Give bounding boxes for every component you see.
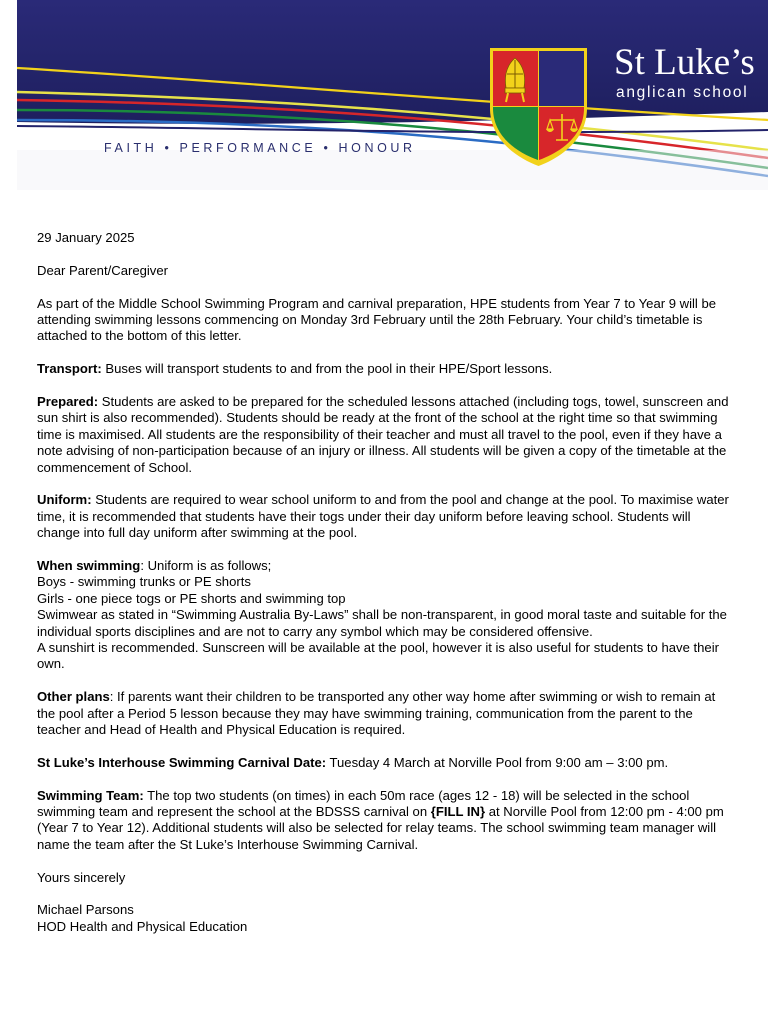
team-label: Swimming Team: [37,787,144,803]
swimwear-rule: Swimwear as stated in “Swimming Australia By-Laws” shall be non-transparent, in good moral taste and suitable for the individual sports disciplines and are not to carry any symbol which may be considered offensive. [37,607,727,639]
school-crest [490,48,587,166]
letterhead [17,0,768,190]
letter-body [37,230,737,952]
carnival-label: St Luke’s Interhouse Swimming Carnival Date: [37,754,327,770]
prepared-paragraph [37,394,737,476]
transport-text: Buses will transport students to and from the pool in their HPE/Sport lessons. [101,361,553,377]
signer-name: Michael Parsons [37,902,134,918]
team-text-1: The top two students (on times) in each 50m race (ages 12 - 18) will be selected in the school swimming team and represent the school at the BDSSS carnival on [37,787,690,820]
signature-block [37,902,737,935]
boys-uniform: Boys - swimming trunks or PE shorts [37,574,251,590]
uniform-paragraph [37,492,737,541]
other-plans-paragraph [37,689,737,738]
swimming-paragraph [37,558,737,673]
school-motto: FAITH • PERFORMANCE • HONOUR [104,141,416,155]
letter-intro: As part of the Middle School Swimming Program and carnival preparation, HPE students from Year 7 to Year 9 will be attending swimming lessons commencing on Monday 3rd February until the 28th February. Your child’s timetable is attached to the bottom of this letter. [37,295,717,344]
sunshirt-note: A sunshirt is recommended. Sunscreen will be available at the pool, however it is also useful for students to have their own. [37,640,719,672]
uniform-text: Students are required to wear school uniform to and from the pool and change at the pool. To maximise water time, it is recommended that students have their togs under their day uniform before leaving school. Students will change into full day uniform after swimming at the pool. [37,492,729,541]
prepared-text: Students are asked to be prepared for the scheduled lessons attached (including togs, towel, sunscreen and sun shirt is also recommended). Students should be ready at the front of the school at the right time so that swimming time is maximised. All students are the responsibility of their teacher and must all travel to the pool, even if they have a note advising of non-participation because of an injury or illness. All students will be given a copy of the timetable at the commencement of School. [37,394,729,475]
swimming-label: When swimming [37,558,141,574]
team-text-2: at Norville Pool from 12:00 pm - 4:00 pm (Year 7 to Year 12). Additional students will also be selected for relay teams. The school swimming team manager will name the team after the St Luke’s Interhouse Swimming Carnival. [37,804,724,852]
letter-salutation: Dear Parent/Caregiver [37,262,168,278]
uniform-label: Uniform: [37,492,92,508]
school-name: St Luke’s [614,42,755,83]
school-subtitle: anglican school [616,84,749,101]
other-plans-text: : If parents want their children to be transported any other way home after swimming or wish to remain at the pool after a Period 5 lesson because they may have swimming training, communication from the parent to the teacher and Head of Health and Physical Education is required. [37,689,716,738]
team-paragraph [37,788,737,854]
girls-uniform: Girls - one piece togs or PE shorts and swimming top [37,590,346,606]
prepared-label: Prepared: [37,394,99,409]
carnival-paragraph [37,755,737,771]
signer-title: HOD Health and Physical Education [37,918,248,934]
letter-date: 29 January 2025 [37,230,135,245]
other-plans-label: Other plans [37,689,110,705]
swimming-text: : Uniform is as follows; [140,558,272,574]
carnival-text: Tuesday 4 March at Norville Pool from 9:00 am – 3:00 pm. [326,754,669,770]
team-fill-placeholder: {FILL IN} [430,804,486,820]
letter-closing: Yours sincerely [37,869,126,885]
navy-stripe [17,126,768,132]
transport-paragraph [37,361,737,377]
transport-label: Transport: [37,361,102,377]
